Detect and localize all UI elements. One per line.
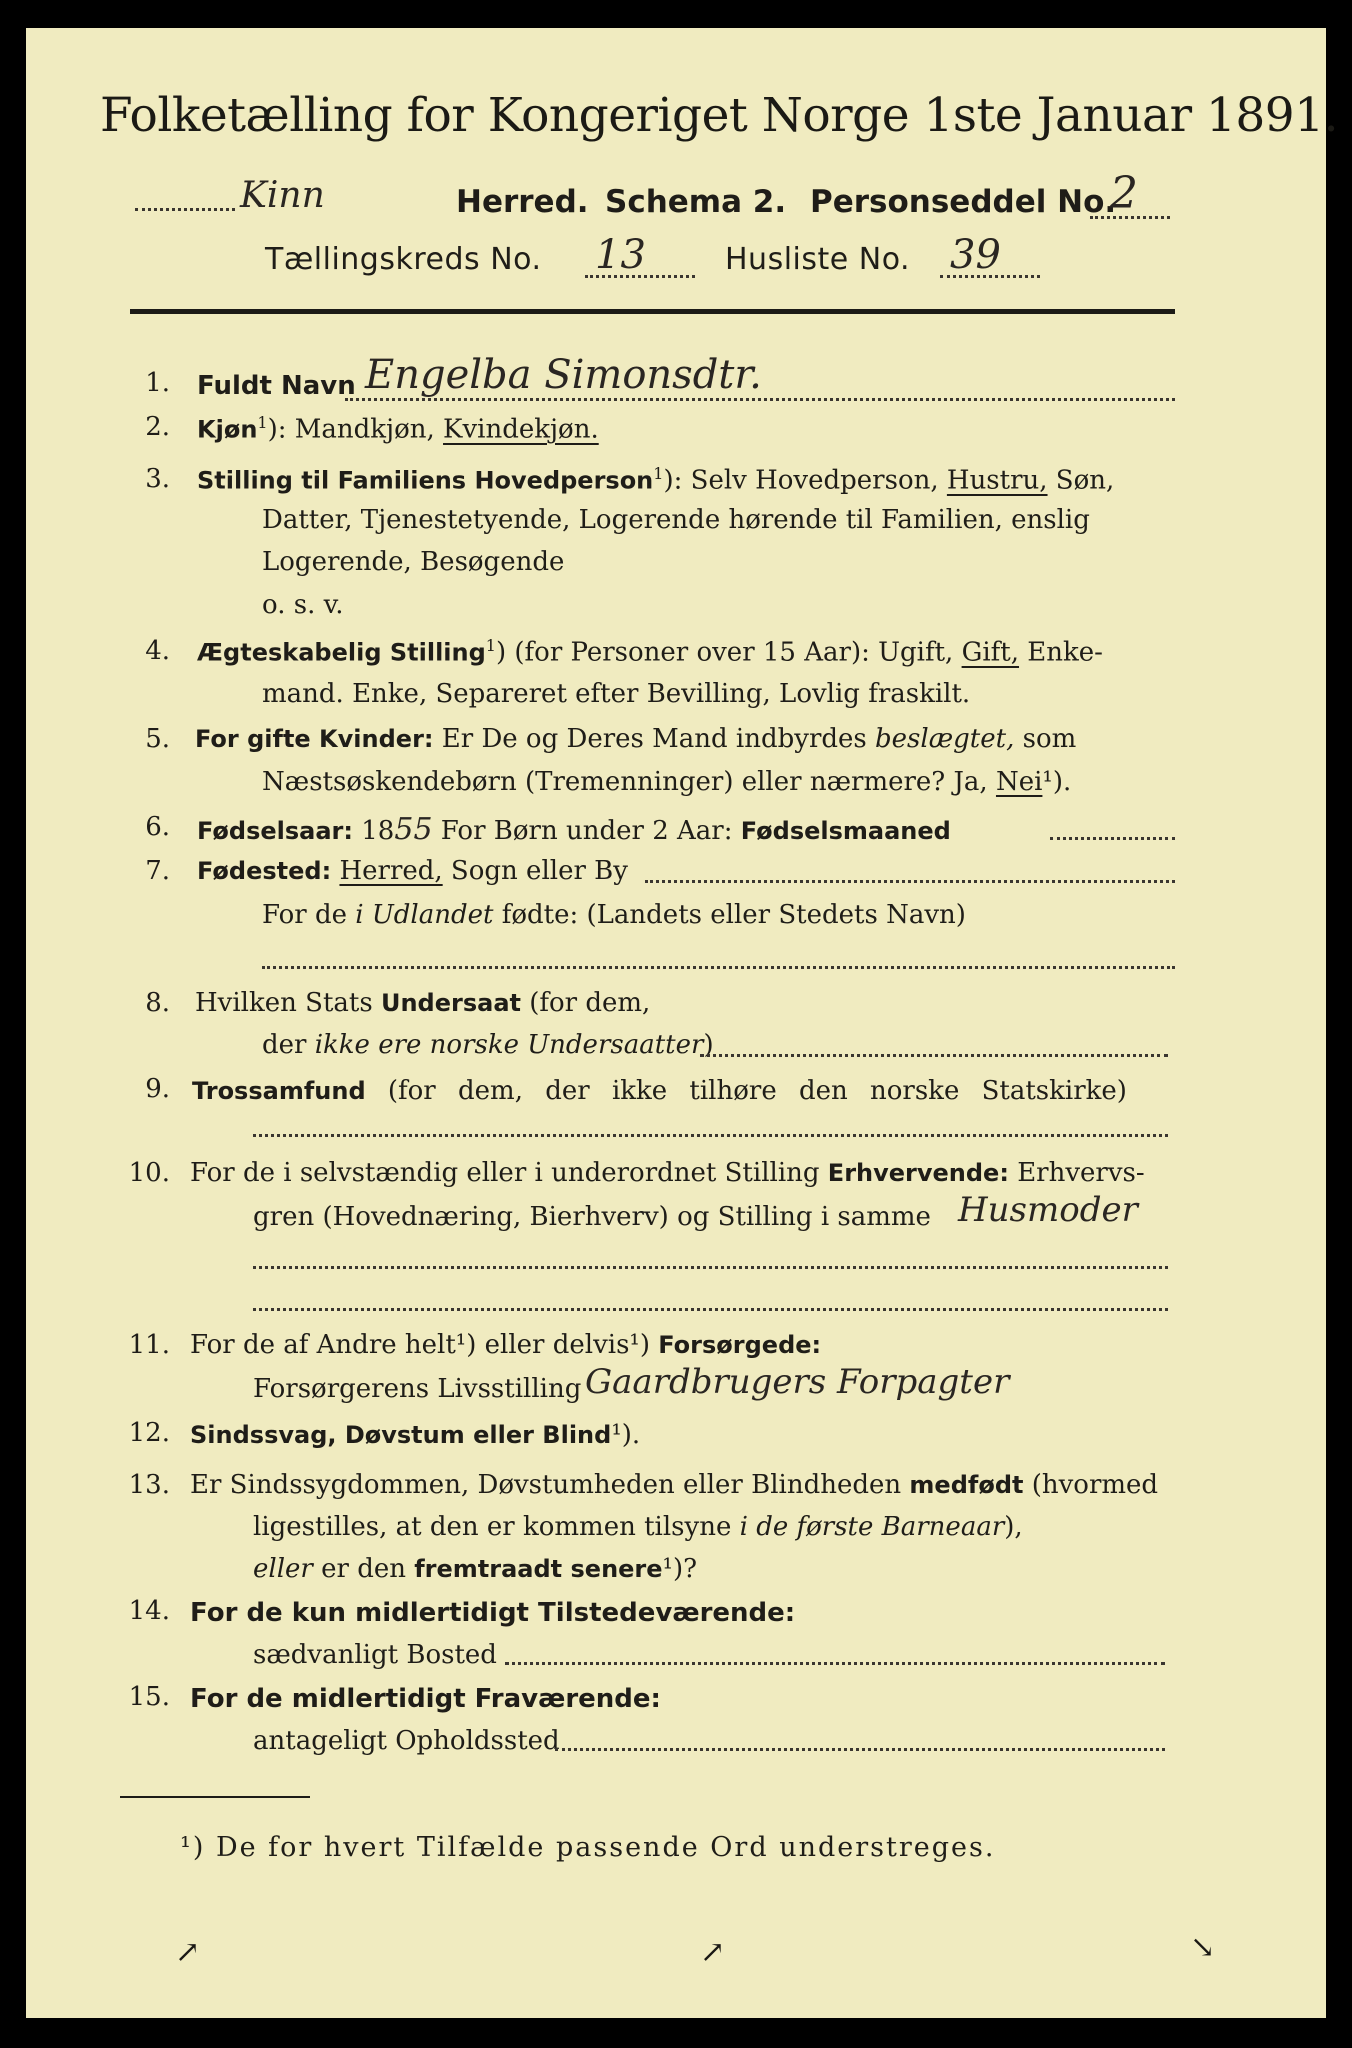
form-title: Folketælling for Kongeriget Norge 1ste Januar 1891. <box>100 88 1339 143</box>
q10-answer-line-1 <box>253 1266 1168 1269</box>
husliste-label: Husliste No. <box>725 242 911 277</box>
q11-answer-provider: Gaardbrugers Forpagter <box>585 1362 1010 1402</box>
personseddel-number: 2 <box>1110 168 1138 219</box>
q1-label: Fuldt Navn <box>197 371 356 401</box>
husliste-dotted-line <box>940 275 1040 278</box>
footnote: ¹) De for hvert Tilfælde passende Ord understreges. <box>180 1832 996 1863</box>
q10-answer-occupation: Husmoder <box>958 1190 1138 1230</box>
q7-line2: For de i Udlandet fødte: (Landets eller Stedets Navn) <box>262 900 966 930</box>
q10-answer-line-2 <box>253 1308 1168 1311</box>
husliste-number: 39 <box>950 232 1001 278</box>
q4-line1: Ægteskabelig Stilling$^1$) (for Personer over 15 Aar): Ugift, Gift, Enke- <box>197 636 1103 668</box>
q1-dotted-line <box>345 398 1175 401</box>
footnote-rule <box>120 1796 310 1798</box>
q4-line2: mand. Enke, Separeret efter Bevilling, Lovlig fraskilt. <box>262 679 971 709</box>
kreds-number: 13 <box>595 232 646 278</box>
herred-dotted-line <box>135 208 235 211</box>
q14-label: For de kun midlertidigt Tilstedeværende: <box>190 1598 796 1628</box>
header-rule <box>130 309 1175 314</box>
q14-line2: sædvanligt Bosted <box>253 1640 497 1670</box>
q8-line1: Hvilken Stats Undersaat (for dem, <box>195 988 651 1018</box>
q13-line1: Er Sindssygdommen, Døvstumheden eller Blindheden medfødt (hvormed <box>190 1470 1159 1500</box>
q12-line: Sindssvag, Døvstum eller Blind¹). <box>190 1420 641 1450</box>
q5-line1: For gifte Kvinder: Er De og Deres Mand indbyrdes beslægtet, som <box>195 724 1077 754</box>
schema-label: Schema 2. <box>605 184 787 220</box>
q6-dotted-line <box>1050 837 1175 840</box>
q6-line: Fødselsaar: 1855 For Børn under 2 Aar: Fødselsmaaned <box>197 812 951 847</box>
q15-label: For de midlertidigt Fraværende: <box>190 1684 661 1714</box>
corner-mark-left: ↗ <box>175 1935 201 1970</box>
q7-answer-line <box>262 966 1175 969</box>
q8-line2: der ikke ere norske Undersaatter) <box>262 1030 714 1060</box>
q10-line1: For de i selvstændig eller i underordnet Stilling Erhvervende: Erhvervs- <box>190 1158 1145 1188</box>
kreds-dotted-line <box>585 275 695 278</box>
herred-label: Herred. <box>456 184 589 220</box>
q3-line2: Datter, Tjenestetyende, Logerende hørende til Familien, enslig <box>262 505 1090 535</box>
q14-dotted-line <box>505 1662 1165 1665</box>
q11-line2: Forsørgerens Livsstilling <box>253 1374 582 1404</box>
q13-line2: ligestilles, at den er kommen tilsyne i de første Barneaar), <box>253 1512 1023 1542</box>
personseddel-dotted-line <box>1090 216 1170 219</box>
q11-line1: For de af Andre helt¹) eller delvis¹) Forsørgede: <box>190 1330 822 1360</box>
q13-line3: eller er den fremtraadt senere¹)? <box>253 1554 698 1584</box>
q3-line1: Stilling til Familiens Hovedperson$^1$): Selv Hovedperson, Hustru, Søn, <box>197 464 1115 496</box>
census-form <box>26 28 1339 2018</box>
q10-line2: gren (Hovednæring, Bierhverv) og Stilling i samme <box>253 1202 931 1232</box>
q9-line1: Trossamfund (for dem, der ikke tilhøre den norske Statskirke) <box>192 1076 1127 1106</box>
q3-line3: Logerende, Besøgende <box>262 547 565 577</box>
q15-dotted-line <box>555 1748 1165 1751</box>
q5-line2: Næstsøskendebørn (Tremenninger) eller nærmere? Ja, Nei¹). <box>262 767 1072 797</box>
q8-dotted-line <box>700 1054 1168 1057</box>
q7-dotted-line <box>645 880 1175 883</box>
q3-line4: o. s. v. <box>262 590 344 620</box>
kreds-label: Tællingskreds No. <box>265 242 542 277</box>
q2-text: Kjøn$^1$): Mandkjøn, Kvindekjøn. <box>197 413 599 445</box>
herred-handwritten: Kinn <box>240 175 325 216</box>
personseddel-label: Personseddel No. <box>810 184 1117 220</box>
q9-answer-line <box>253 1134 1168 1137</box>
corner-mark-right: ↘ <box>1190 1930 1216 1965</box>
q1-answer-name: Engelba Simonsdtr. <box>365 352 762 398</box>
corner-mark-center: ↗ <box>700 1935 726 1970</box>
q7-line1: Fødested: Herred, Sogn eller By <box>197 856 628 886</box>
q15-line2: antageligt Opholdssted <box>253 1726 560 1756</box>
